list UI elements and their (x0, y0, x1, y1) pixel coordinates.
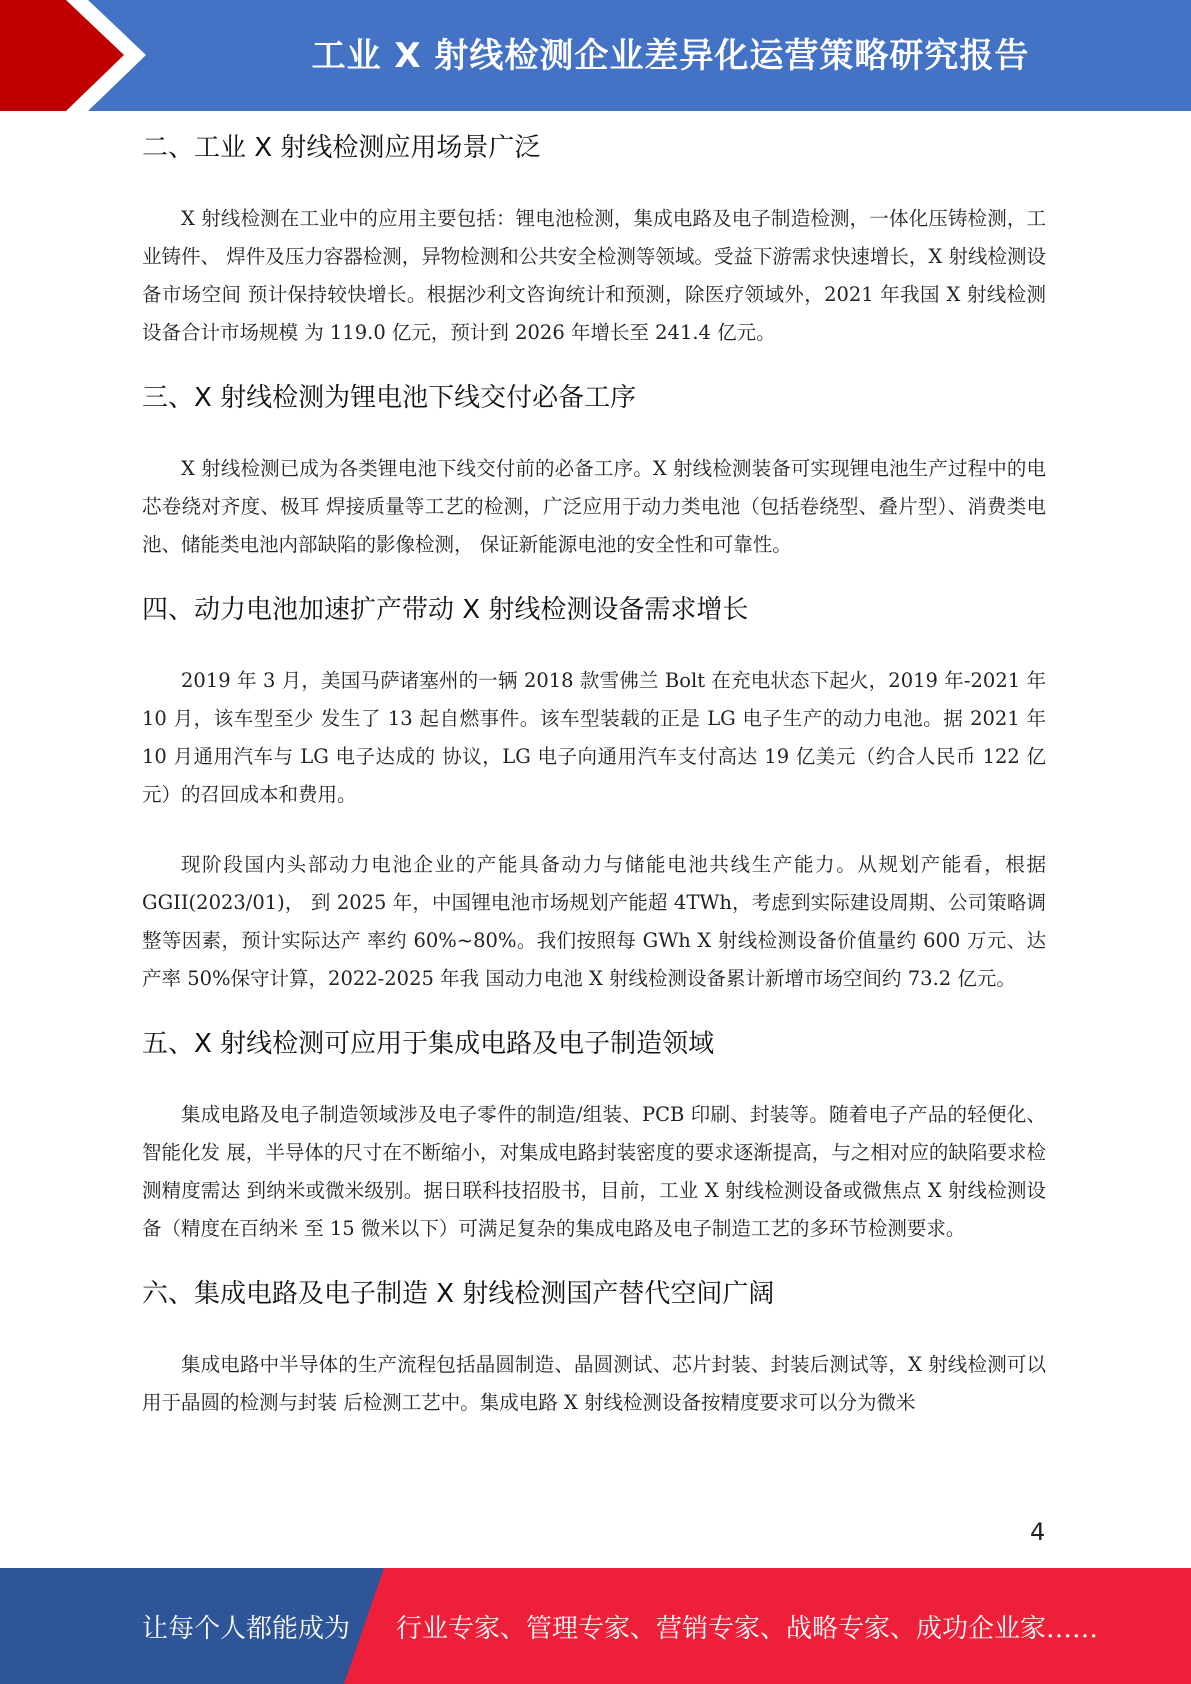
paragraph: X 射线检测在工业中的应用主要包括：锂电池检测，集成电路及电子制造检测，一体化压铸检测，工业铸件、 焊件及压力容器检测，异物检测和公共安全检测等领域。受益下游需求快速增长，X 射线检测设备市场空间 预计保持较快增长。根据沙利文咨询统计和预测，除医疗领域外，2021 年我国 X 射线检测设备合计市场规模 为 119.0 亿元，预计到 2026 年增长至 241.4 亿元。 (142, 207, 1046, 344)
report-header-banner (0, 0, 1191, 111)
paragraph: 集成电路及电子制造领域涉及电子零件的制造/组装、PCB 印刷、封装等。随着电子产品的轻便化、智能化发 展，半导体的尺寸在不断缩小，对集成电路封装密度的要求逐渐提高，与之相对应的缺陷要求检测精度需达 到纳米或微米级别。据日联科技招股书，目前，工业 X 射线检测设备或微焦点 X 射线检测设备（精度在百纳米 至 15 微米以下）可满足复杂的集成电路及电子制造工艺的多环节检测要求。 (142, 1103, 1046, 1240)
page-number: 4 (1030, 1518, 1046, 1546)
footer-banner (0, 1568, 1191, 1684)
section-heading: 二、工业 X 射线检测应用场景广泛 (142, 133, 541, 163)
report-body (142, 126, 1046, 1422)
footer-slogan-left: 让每个人都能成为 (142, 1613, 351, 1644)
section-heading: 六、集成电路及电子制造 X 射线检测国产替代空间广阔 (142, 1279, 775, 1309)
red-chevron-decoration (0, 0, 160, 111)
paragraph: 现阶段国内头部动力电池企业的产能具备动力与储能电池共线生产能力。从规划产能看，根据 GGII(2023/01)， 到 2025 年，中国锂电池市场规划产能超 4TWh，考虑到实际建设周期、公司策略调整等因素，预计实际达产 率约 60%~80%。我们按照每 GWh X 射线检测设备价值量约 600 万元、达产率 50%保守计算，2022-2025 年我 国动力电池 X 射线检测设备累计新增市场空间约 73.2 亿元。 (142, 853, 1046, 990)
section-heading: 四、动力电池加速扩产带动 X 射线检测设备需求增长 (142, 595, 749, 625)
footer-slogan-right: 行业专家、管理专家、营销专家、战略专家、成功企业家…… (396, 1613, 1099, 1644)
paragraph: 集成电路中半导体的生产流程包括晶圆制造、晶圆测试、芯片封装、封装后测试等，X 射线检测可以用于晶圆的检测与封装 后检测工艺中。集成电路 X 射线检测设备按精度要求可以分为微米 (142, 1353, 1046, 1414)
section-heading: 五、X 射线检测可应用于集成电路及电子制造领域 (142, 1029, 715, 1059)
paragraph: X 射线检测已成为各类锂电池下线交付前的必备工序。X 射线检测装备可实现锂电池生产过程中的电芯卷绕对齐度、极耳 焊接质量等工艺的检测，广泛应用于动力类电池（包括卷绕型、叠片型）、消费类电池、储能类电池内部缺陷的影像检测， 保证新能源电池的安全性和可靠性。 (142, 457, 1046, 556)
paragraph: 2019 年 3 月，美国马萨诸塞州的一辆 2018 款雪佛兰 Bolt 在充电状态下起火，2019 年-2021 年 10 月，该车型至少 发生了 13 起自燃事件。该车型装载的正是 LG 电子生产的动力电池。据 2021 年 10 月通用汽车与 LG 电子达成的 协议，LG 电子向通用汽车支付高达 19 亿美元（约合人民币 122 亿元）的召回成本和费用。 (142, 669, 1046, 806)
report-title: 工业 X 射线检测企业差异化运营策略研究报告 (311, 35, 1030, 76)
section-heading: 三、X 射线检测为锂电池下线交付必备工序 (142, 383, 637, 413)
